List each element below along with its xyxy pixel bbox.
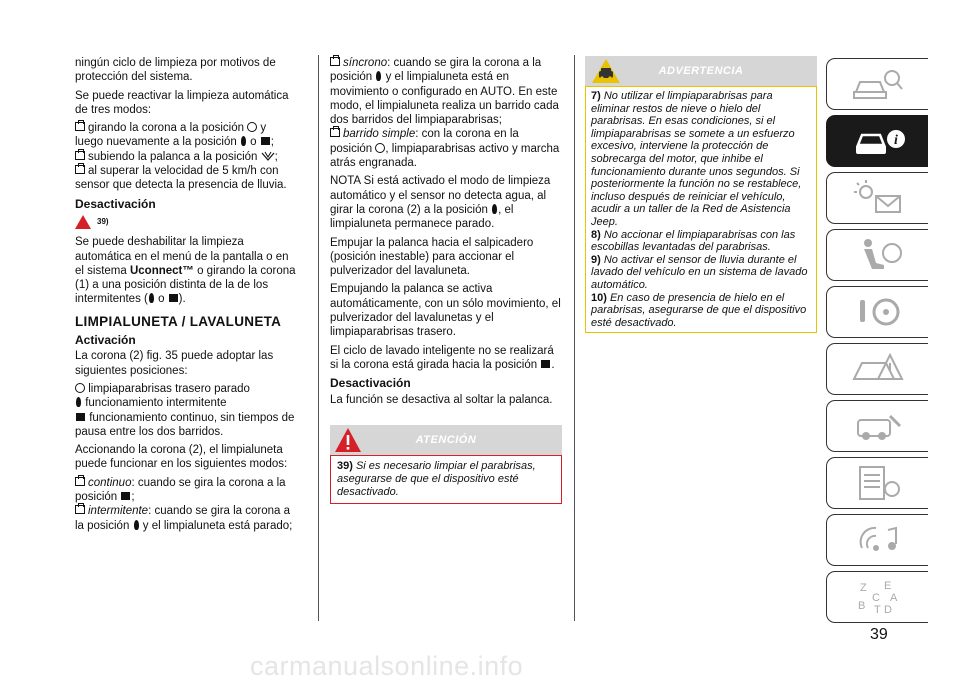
section-heading: Desactivación: [75, 196, 156, 211]
column-1: [75, 56, 297, 537]
list-item: continuo: cuando se gira la corona a la posición ;: [75, 476, 286, 504]
tab-warning-lights[interactable]: [826, 172, 928, 224]
tab-technical-data[interactable]: [826, 457, 928, 509]
bullet-icon: [75, 477, 85, 486]
car-info-icon: [850, 121, 906, 161]
warning-item: 10) En caso de presencia de hielo en el parabrisas, asegurarse de que el dispositivo esté desactivado.: [591, 291, 807, 329]
intermittent-icon: [376, 71, 381, 81]
continuous-icon: [261, 137, 270, 145]
off-position-icon: [375, 143, 385, 153]
list-item: al superar la velocidad de 5 km/h con sensor que detecta la presencia de lluvia.: [75, 165, 287, 192]
car-warning-icon: [591, 58, 621, 84]
svg-text:D: D: [883, 604, 892, 616]
list-item: limpiaparabrisas trasero parado: [75, 382, 297, 396]
svg-text:i: i: [893, 133, 898, 148]
continuous-icon: [76, 413, 85, 421]
list-item: girando la corona a la posición y luego nuevamente a la posición o ;: [75, 122, 274, 149]
section-heading: Activación: [75, 333, 136, 348]
tab-multimedia[interactable]: [826, 514, 928, 566]
column-3: [585, 56, 817, 333]
tab-dashboard-info[interactable]: [826, 115, 928, 167]
list-item: síncrono: cuando se gira la corona a la posición y el limpialuneta está en movimiento o configurado en AUTO. En este modo, el limpialuneta realiza un barrido cada dos barridos del limpiaparabrisas;: [330, 57, 559, 127]
car-magnifier-icon: [850, 64, 906, 104]
advertencia-box: [585, 86, 817, 333]
tab-emergency[interactable]: [826, 343, 928, 395]
section-heading: Desactivación: [330, 376, 411, 391]
paragraph: La función se desactiva al soltar la palanca.: [330, 393, 553, 406]
svg-text:Z: Z: [859, 582, 867, 594]
bullet-icon: [75, 165, 85, 174]
paragraph: Accionando la corona (2), el limpialuneta puede funcionar en los siguientes modos:: [75, 444, 288, 471]
emergency-car-icon: [850, 349, 906, 389]
svg-text:C: C: [871, 592, 880, 604]
warning-item: 7) No utilizar el limpiaparabrisas para eliminar restos de nieve o hielo del parabrisas. En esas condiciones, si el limpiaparabrisas se somete a un esfuerzo excesivo, interviene la protección de sobrecarga del motor, que inhibe el funcionamiento durante unos segundos. Si posteriormente la función no se restablece, incluso después de reiniciar el vehículo, acudir a un taller de la Red de Asistencia Jeep.: [591, 90, 802, 228]
advertencia-title: ADVERTENCIA: [658, 64, 744, 77]
steering-wheel-icon: [850, 292, 906, 332]
attention-title: ATENCIÓN: [415, 433, 477, 446]
off-position-icon: [247, 122, 257, 132]
svg-text:B: B: [857, 600, 865, 612]
warning-item: 9) No activar el sensor de lluvia durante el lavado del vehículo en un sistema de lavado automático.: [591, 253, 808, 291]
continuous-icon: [541, 360, 550, 368]
advertencia-banner: [585, 56, 817, 86]
list-item: funcionamiento intermitente: [75, 396, 297, 410]
tab-knowing-vehicle[interactable]: [826, 58, 928, 110]
multimedia-icon: [850, 520, 906, 560]
off-position-icon: [75, 383, 85, 393]
paragraph: Empujando la palanca se activa automáticamente, con un sólo movimiento, el pulverizador del lavalunetas y el limpiaparabrisas trasero.: [330, 283, 561, 339]
paragraph: Empujar la palanca hacia el salpicadero (posición inestable) para accionar el pulverizador del lavaluneta.: [330, 236, 534, 278]
alphabet-index-icon: [850, 577, 906, 617]
tab-safety[interactable]: [826, 229, 928, 281]
intermittent-icon: [149, 293, 154, 303]
light-message-icon: [850, 178, 906, 218]
attention-banner: [330, 425, 562, 455]
intermittent-icon: [241, 136, 246, 146]
continuous-icon: [121, 492, 130, 500]
bullet-icon: [75, 122, 85, 131]
watermark: carmanualsonline.info: [250, 651, 524, 681]
chapter-tabs: [826, 58, 928, 628]
bullet-icon: [330, 128, 340, 137]
column-2: [330, 56, 562, 504]
column-divider: [318, 55, 319, 621]
paragraph: La corona (2) fig. 35 puede adoptar las siguientes posiciones:: [75, 350, 274, 377]
attention-box: 39) Si es necesario limpiar el parabrisas, asegurarse de que el dispositivo esté desactivado.: [330, 455, 562, 505]
paragraph: El ciclo de lavado inteligente no se realizará si la corona está girada hacia la posición .: [330, 344, 555, 371]
paragraph: Se puede reactivar la limpieza automática de tres modos:: [75, 89, 289, 116]
bullet-icon: [330, 57, 340, 66]
list-item: subiendo la palanca a la posición ;: [75, 150, 297, 164]
tab-index[interactable]: [826, 571, 928, 623]
warning-triangle-icon: [334, 427, 362, 453]
continuous-icon: [169, 294, 178, 302]
seat-airbag-icon: [850, 235, 906, 275]
warning-triangle-icon: [75, 215, 91, 229]
warning-item: 8) No accionar el limpiaparabrisas con las escobillas levantadas del parabrisas.: [591, 228, 796, 254]
page-number: 39: [870, 626, 888, 643]
chapter-heading: LIMPIALUNETA / LAVALUNETA: [75, 313, 282, 329]
svg-text:E: E: [883, 580, 891, 592]
document-data-icon: [850, 463, 906, 503]
intermittent-icon: [492, 204, 497, 214]
bullet-icon: [75, 151, 85, 160]
intermittent-icon: [134, 520, 139, 530]
tab-starting-driving[interactable]: [826, 286, 928, 338]
list-item: intermitente: cuando se gira la corona a la posición y el limpialuneta está parado;: [75, 505, 293, 532]
tab-maintenance[interactable]: [826, 400, 928, 452]
maintenance-icon: [850, 406, 906, 446]
paragraph: Se puede deshabilitar la limpieza automática en el menú de la pantalla o en el sistema Uconnect™ o girando la corona (1) a una posición distinta de la de los intermitentes ( o ).: [75, 236, 296, 306]
wiper-spray-icon: [261, 151, 275, 161]
list-item: barrido simple: con la corona en la posición , limpiaparabrisas activo y marcha atrás engranada.: [330, 128, 560, 170]
column-divider: [574, 55, 575, 621]
note-reference: 39): [75, 215, 297, 229]
svg-text:A: A: [889, 592, 897, 604]
list-item: funcionamiento continuo, sin tiempos de pausa entre los dos barridos.: [75, 411, 295, 438]
intermittent-icon: [76, 397, 81, 407]
bullet-icon: [75, 505, 85, 514]
paragraph: NOTA Si está activado el modo de limpieza automático y el sensor no detecta agua, al girar la corona (2) a la posición , el limpialuneta permanece parado.: [330, 175, 551, 231]
svg-text:T: T: [873, 604, 881, 616]
paragraph: ningún ciclo de limpieza por motivos de protección del sistema.: [75, 57, 276, 84]
